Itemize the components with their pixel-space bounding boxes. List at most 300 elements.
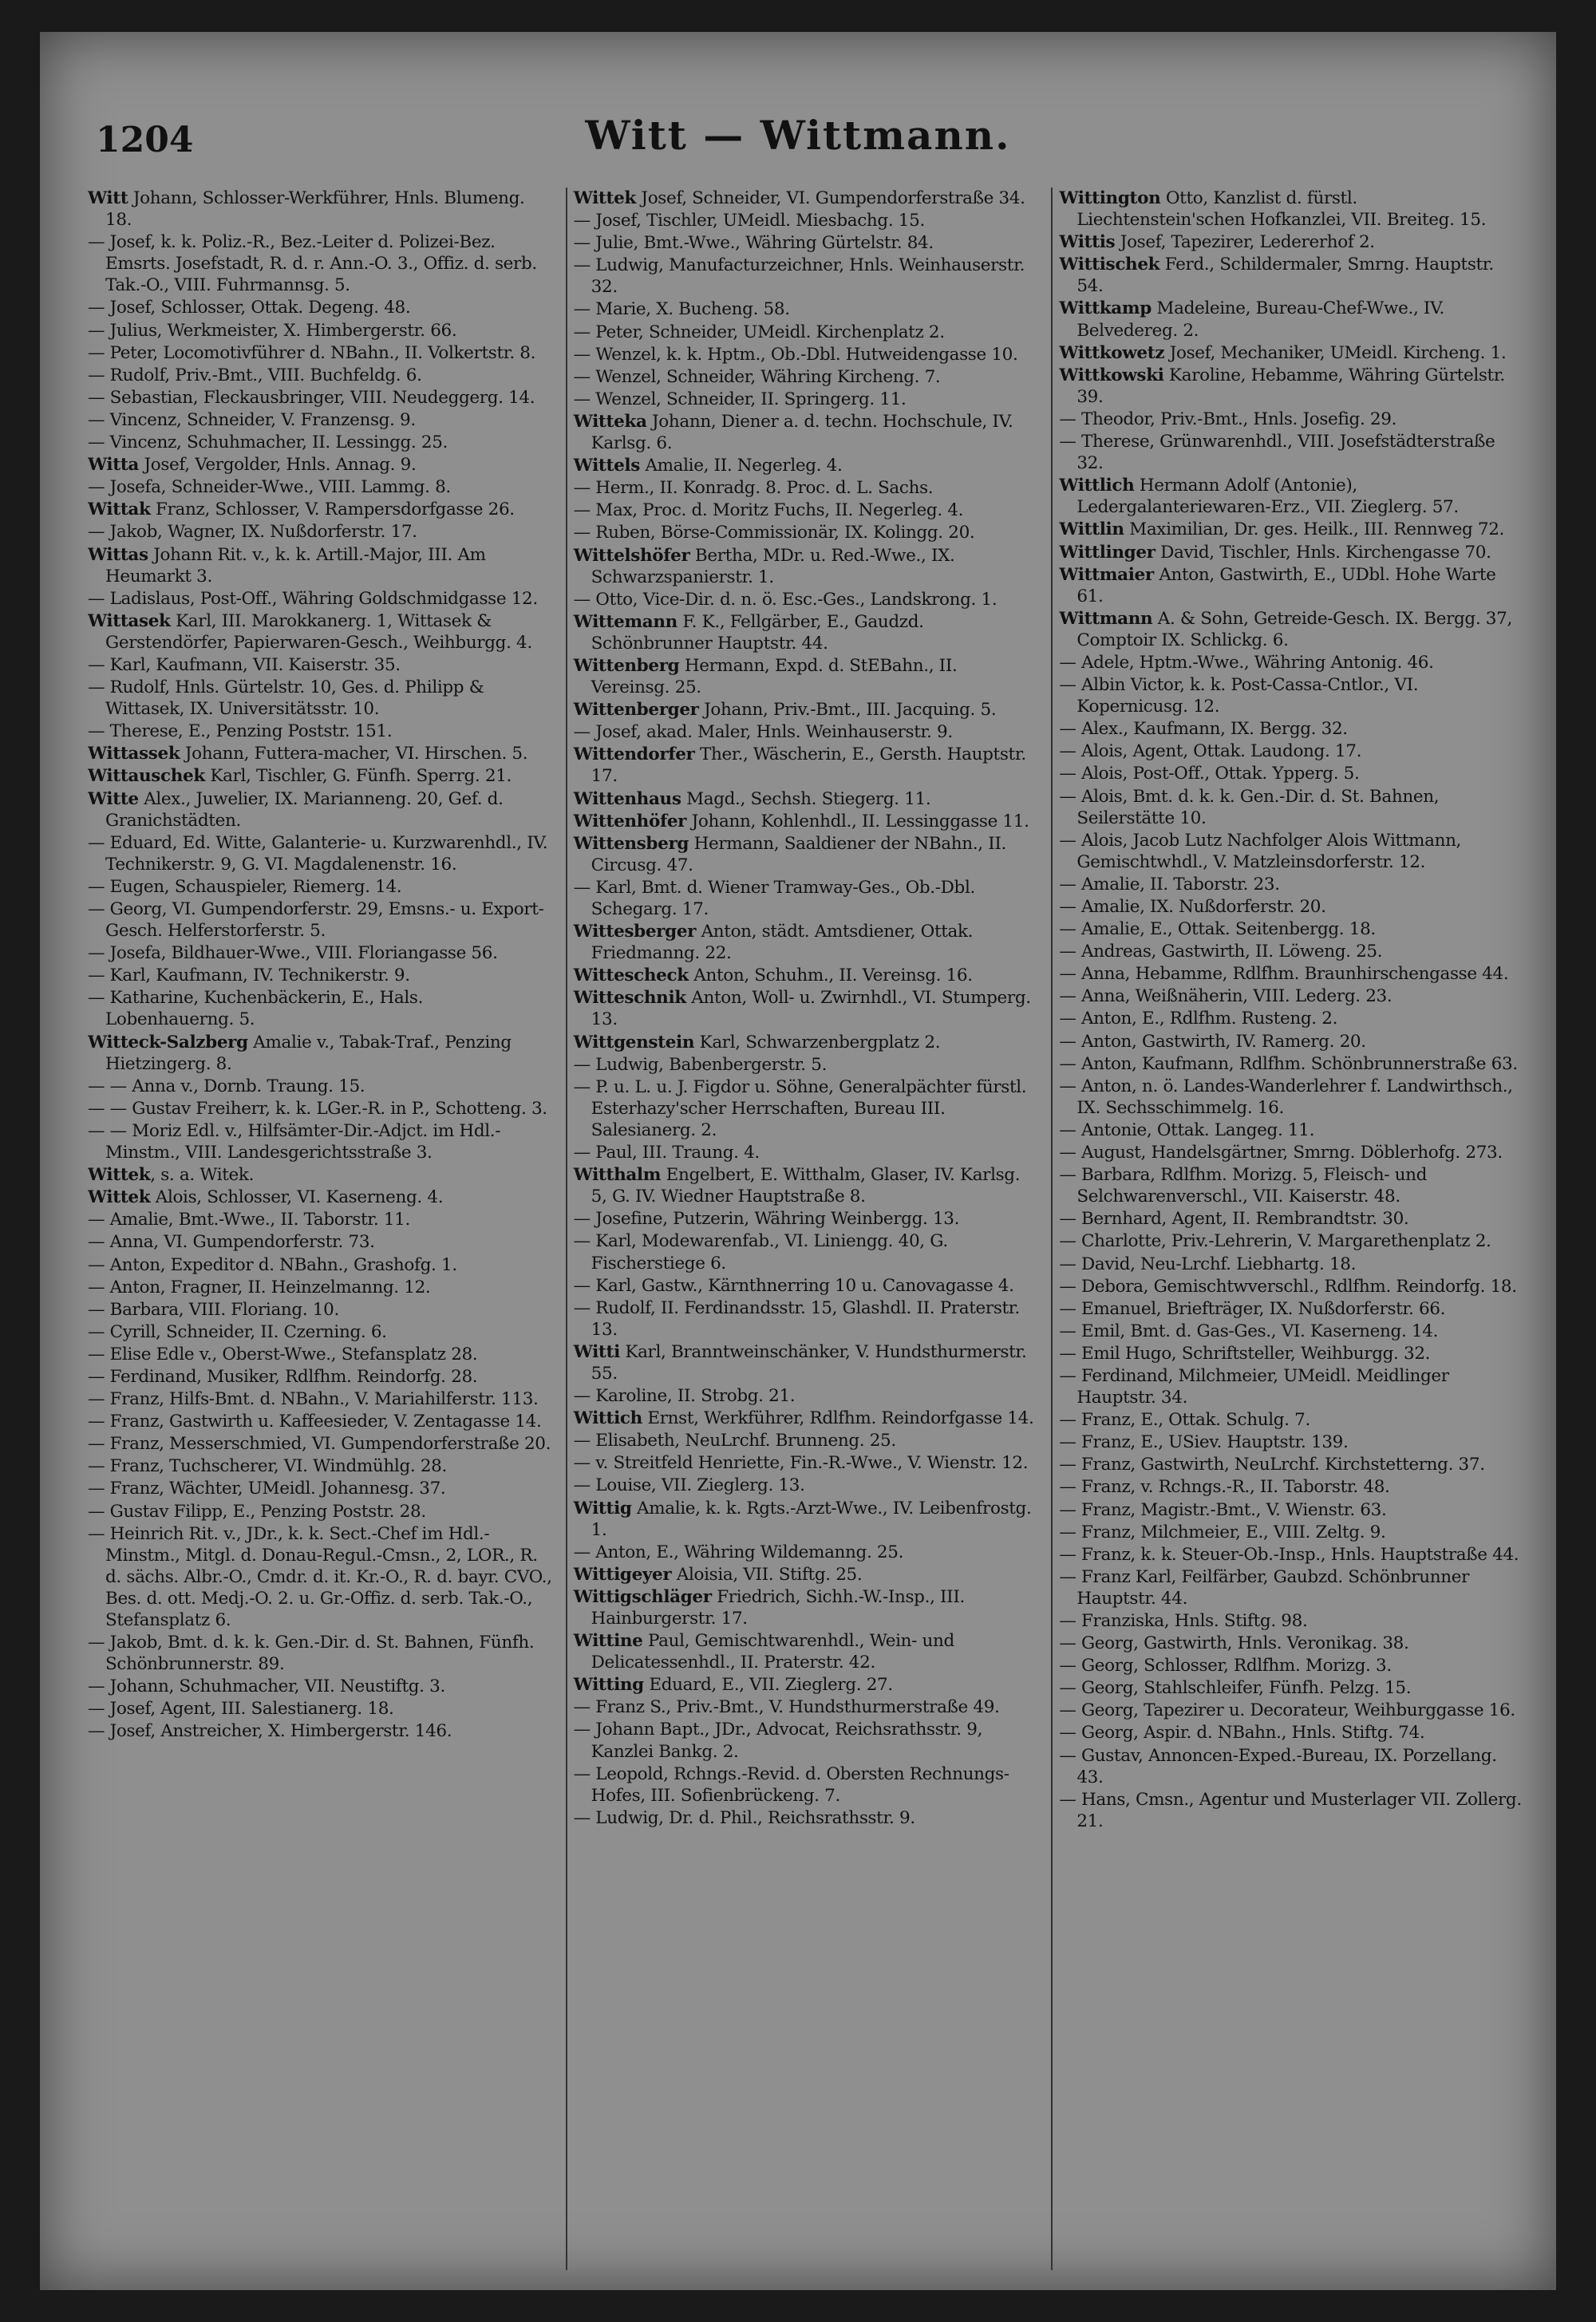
directory-entry	[88, 743, 553, 764]
directory-entry	[574, 455, 1039, 476]
entry-text: — Hans, Cmsn., Agentur und Musterlager VII. Zollerg. 21.	[1059, 1789, 1522, 1831]
directory-entry	[88, 231, 553, 296]
directory-entry	[574, 1054, 1039, 1076]
entry-surname: Wittas	[88, 544, 148, 565]
directory-entry	[574, 1696, 1039, 1718]
entry-surname: Wittelshöfer	[573, 545, 690, 566]
directory-entry	[1059, 564, 1524, 607]
entry-text: — Karl, Bmt. d. Wiener Tramway-Ges., Ob.-Dbl. Schegarg. 17.	[573, 877, 975, 919]
directory-entry	[1059, 1343, 1524, 1364]
entry-text: — Ludwig, Babenbergerstr. 5.	[573, 1054, 828, 1075]
entry-surname: Witte	[88, 788, 139, 809]
directory-entry	[88, 1209, 553, 1230]
directory-entry	[1059, 1142, 1524, 1163]
entry-text: — Vincenz, Schuhmacher, II. Lessingg. 25.	[88, 432, 448, 453]
directory-entry	[574, 611, 1039, 654]
entry-text: — Franz, E., USiev. Hauptstr. 139.	[1059, 1432, 1349, 1453]
entry-text: — Karl, Modewarenfab., VI. Liniengg. 40, G. Fischerstiege 6.	[573, 1231, 948, 1274]
entry-surname: Wittkowetz	[1059, 342, 1165, 363]
entry-text: — Adele, Hptm.-Wwe., Währing Antonig. 46.	[1059, 652, 1434, 673]
directory-entry	[1059, 188, 1524, 231]
entry-text: — Ferdinand, Milchmeier, UMeidl. Meidlinger Hauptstr. 34.	[1059, 1365, 1449, 1408]
entry-surname: Wittek	[88, 1165, 151, 1186]
directory-entry	[88, 1231, 553, 1253]
entry-surname: Wittasek	[88, 610, 171, 631]
directory-entry	[574, 298, 1039, 320]
entry-text: — v. Streitfeld Henriette, Fin.-R.-Wwe., V. Wienstr. 12.	[573, 1453, 1029, 1474]
entry-text: Madeleine, Bureau-Chef-Wwe., IV. Belvedereg. 2.	[1077, 298, 1444, 341]
entry-surname: Wittensberg	[573, 833, 689, 854]
directory-entry	[1059, 1633, 1524, 1654]
entry-text: — Alois, Post-Off., Ottak. Ypperg. 5.	[1059, 764, 1360, 784]
entry-text: Johann Rit. v., k. k. Artill.-Major, III. Am Heumarkt 3.	[105, 544, 486, 586]
entry-text: — Josefa, Bildhauer-Wwe., VIII. Floriangasse 56.	[88, 943, 498, 964]
entry-text: — Anton, Fragner, II. Heinzelmanng. 12.	[88, 1277, 431, 1297]
entry-text: — Herm., II. Konradg. 8. Proc. d. L. Sachs.	[573, 478, 934, 499]
entry-text: — Anton, Expeditor d. NBahn., Grashofg. 1.	[88, 1254, 457, 1275]
directory-entry	[574, 1164, 1039, 1207]
entry-text: — Therese, E., Penzing Poststr. 151.	[88, 721, 393, 742]
entry-text: Magd., Sechsh. Stiegerg. 11.	[681, 788, 931, 809]
directory-entry	[574, 1763, 1039, 1807]
directory-entry	[574, 721, 1039, 743]
directory-entry	[88, 1164, 553, 1186]
directory-entry	[88, 1032, 553, 1075]
entry-text: — Anton, E., Währing Wildemanng. 25.	[573, 1542, 904, 1562]
directory-entry	[574, 1385, 1039, 1407]
entry-text: — — Moriz Edl. v., Hilfsämter-Dir.-Adjct. im Hdl.-Minstm., VIII. Landesgerichtsstraße 3.	[88, 1120, 501, 1163]
directory-entry	[574, 1719, 1039, 1762]
entry-text: — Georg, Stahlschleifer, Fünfh. Pelzg. 15.	[1059, 1678, 1412, 1699]
entry-text: — Rudolf, Priv.-Bmt., VIII. Buchfeldg. 6.	[88, 365, 422, 385]
directory-entry	[574, 1542, 1039, 1563]
directory-entry	[88, 654, 553, 676]
directory-entry	[1059, 1677, 1524, 1699]
directory-entry	[1059, 1522, 1524, 1543]
entry-text: Amalie, II. Negerleg. 4.	[639, 456, 843, 476]
entry-text: — Wenzel, Schneider, II. Springerg. 11.	[573, 389, 907, 409]
directory-entry	[1059, 674, 1524, 717]
directory-entry	[574, 589, 1039, 610]
entry-text: — Franz Karl, Feilfärber, Gaubzd. Schönbrunner Hauptstr. 44.	[1059, 1566, 1469, 1609]
entry-surname: Wittendorfer	[573, 744, 695, 765]
entry-text: — Katharine, Kuchenbäckerin, E., Hals. Lobenhauerng. 5.	[88, 988, 424, 1030]
entry-surname: Wittesberger	[573, 922, 697, 942]
entry-text: — Elise Edle v., Oberst-Wwe., Stefansplatz 28.	[88, 1344, 478, 1364]
entry-surname: Wittak	[88, 500, 151, 520]
directory-entry	[88, 387, 553, 409]
directory-entry	[574, 232, 1039, 254]
entry-text: — Barbara, Rdlfhm. Morizg. 5, Fleisch- und Selchwarenverschl., VII. Kaiserstr. 48.	[1059, 1165, 1427, 1207]
entry-text: — Georg, Schlosser, Rdlfhm. Morizg. 3.	[1059, 1656, 1392, 1676]
entry-text: — Franz, k. k. Steuer-Ob.-Insp., Hnls. Hauptstraße 44.	[1059, 1544, 1519, 1565]
entry-text: — Anna, Hebamme, Rdlfhm. Braunhirschengasse 44.	[1059, 964, 1509, 985]
directory-entry	[1059, 231, 1524, 253]
directory-entry	[88, 409, 553, 431]
directory-entry	[574, 1408, 1039, 1429]
directory-entry	[574, 1674, 1039, 1696]
entry-text: — David, Neu-Lrchf. Liebhartg. 18.	[1059, 1254, 1357, 1274]
entry-text: Amalie v., Tabak-Traf., Penzing Hietzingerg. 8.	[105, 1032, 512, 1074]
entry-text: — Georg, VI. Gumpendorferstr. 29, Emsns.- u. Export-Gesch. Helferstorferstr. 5.	[88, 899, 544, 942]
directory-entry	[88, 454, 553, 476]
entry-text: — Anna, Weißnäherin, VIII. Lederg. 23.	[1059, 986, 1393, 1007]
directory-entry	[574, 210, 1039, 231]
directory-entry	[1059, 1031, 1524, 1052]
directory-entry	[88, 1501, 553, 1522]
entry-text: — Josef, Anstreicher, X. Himbergerstr. 146.	[88, 1721, 452, 1742]
directory-entry	[1059, 896, 1524, 918]
directory-entry	[574, 255, 1039, 298]
entry-text: — Louise, VII. Zieglerg. 13.	[573, 1475, 805, 1496]
entry-text: — Eugen, Schauspieler, Riemerg. 14.	[88, 876, 402, 897]
entry-text: — Charlotte, Priv.-Lehrerin, V. Margarethenplatz 2.	[1059, 1231, 1491, 1252]
entry-text: Johann, Diener a. d. techn. Hochschule, IV. Karlsg. 6.	[591, 411, 1013, 454]
directory-entry	[1059, 1076, 1524, 1119]
entry-text: — — Gustav Freiherr, k. k. LGer.-R. in P., Schotteng. 3.	[88, 1098, 547, 1119]
entry-text: — Franz, Gastwirth u. Kaffeesieder, V. Zentagasse 14.	[88, 1412, 542, 1432]
entry-surname: Wittischek	[1059, 255, 1160, 275]
directory-entry	[574, 1297, 1039, 1341]
entry-text: Aloisia, VII. Stiftg. 25.	[671, 1564, 863, 1585]
directory-entry	[574, 965, 1039, 986]
directory-entry	[1059, 1298, 1524, 1320]
entry-surname: Wittenberg	[573, 655, 680, 676]
entry-text: — Debora, Gemischtwverschl., Rdlfhm. Reindorfg. 18.	[1059, 1276, 1517, 1297]
entry-text: — Ludwig, Manufacturzeichner, Hnls. Weinhauserstr. 32.	[573, 255, 1025, 298]
directory-entry	[574, 1452, 1039, 1474]
entry-text: — Elisabeth, NeuLrchf. Brunneng. 25.	[573, 1431, 896, 1451]
entry-text: — Franz, Hilfs-Bmt. d. NBahn., V. Mariahilferstr. 113.	[88, 1389, 539, 1410]
directory-entry	[1059, 1008, 1524, 1029]
entry-text: Friedrich, Sichh.-W.-Insp., III. Hainburgerstr. 17.	[591, 1586, 965, 1629]
directory-entry	[88, 499, 553, 520]
directory-entry	[574, 655, 1039, 698]
column-3	[1051, 188, 1524, 2270]
entry-text: — Marie, X. Bucheng. 58.	[573, 299, 790, 320]
directory-entry	[88, 297, 553, 318]
directory-entry	[574, 833, 1039, 876]
directory-entry	[88, 1676, 553, 1697]
directory-entry	[88, 721, 553, 742]
directory-entry	[1059, 830, 1524, 873]
entry-text: — — Anna v., Dornb. Traung. 15.	[88, 1076, 365, 1096]
directory-entry	[88, 610, 553, 654]
entry-text: Franz, Schlosser, V. Rampersdorfgasse 26.	[150, 500, 515, 520]
directory-entry	[574, 500, 1039, 521]
entry-text: Johann, Schlosser-Werkführer, Hnls. Blumeng. 18.	[105, 188, 525, 231]
directory-entry	[574, 188, 1039, 209]
directory-entry	[574, 744, 1039, 787]
entry-surname: Wittenhöfer	[573, 811, 687, 831]
entry-text: — Wenzel, k. k. Hptm., Ob.-Dbl. Hutweidengasse 10.	[573, 344, 1018, 365]
entry-text: — Amalie, II. Taborstr. 23.	[1059, 874, 1280, 894]
entry-text: Karoline, Hebamme, Währing Gürtelstr. 39.	[1077, 365, 1505, 407]
directory-entry	[574, 1630, 1039, 1673]
entry-text: Karl, Tischler, G. Fünfh. Sperrg. 21.	[204, 766, 512, 787]
directory-entry	[88, 765, 553, 787]
entry-text: Alois, Schlosser, VI. Kaserneng. 4.	[150, 1187, 444, 1208]
entry-surname: Wittek	[88, 1187, 151, 1208]
entry-text: — Johann Bapt., JDr., Advocat, Reichsrathsstr. 9, Kanzlei Bankg. 2.	[573, 1720, 983, 1762]
directory-entry	[1059, 763, 1524, 784]
entry-surname: Witteka	[573, 411, 647, 432]
directory-entry	[1059, 409, 1524, 430]
entry-text: Maximilian, Dr. ges. Heilk., III. Rennweg 72.	[1124, 519, 1505, 540]
directory-entry	[88, 1455, 553, 1477]
entry-text: — Cyrill, Schneider, II. Czerning. 6.	[88, 1321, 387, 1342]
entry-text: — Amalie, E., Ottak. Seitenbergg. 18.	[1059, 919, 1376, 940]
entry-text: — Karoline, II. Strobg. 21.	[573, 1386, 796, 1407]
entry-text: — Otto, Vice-Dir. d. n. ö. Esc.-Ges., Landskrong. 1.	[573, 589, 998, 610]
directory-entry	[574, 389, 1039, 410]
directory-entry	[88, 1720, 553, 1742]
entry-text: — Sebastian, Fleckausbringer, VIII. Neudeggerg. 14.	[88, 387, 535, 408]
entry-text: — Rudolf, Hnls. Gürtelstr. 10, Ges. d. Philipp & Wittasek, IX. Universitätsstr. 10.	[88, 677, 484, 720]
entry-text: Bertha, MDr. u. Red.-Wwe., IX. Schwarzspanierstr. 1.	[591, 545, 955, 587]
directory-entry	[574, 1142, 1039, 1163]
directory-entry	[574, 1564, 1039, 1586]
entry-text: — Franz, Wächter, UMeidl. Johannesg. 37.	[88, 1479, 446, 1499]
directory-entry	[574, 366, 1039, 388]
entry-text: Paul, Gemischtwarenhdl., Wein- und Delicatessenhdl., II. Praterstr. 42.	[591, 1631, 954, 1673]
directory-entry	[574, 877, 1039, 920]
entry-text: Hermann, Expd. d. StEBahn., II. Vereinsg. 25.	[591, 655, 958, 698]
directory-entry	[1059, 1789, 1524, 1832]
directory-entry	[88, 1254, 553, 1276]
entry-text: — Andreas, Gastwirth, II. Löweng. 25.	[1059, 942, 1383, 962]
directory-entry	[1059, 985, 1524, 1007]
entry-surname: Wittmaier	[1059, 564, 1154, 585]
directory-entry	[1059, 254, 1524, 297]
entry-text: — Josef, k. k. Poliz.-R., Bez.-Leiter d. Polizei-Bez. Emsrts. Josefstadt, R. d. r. Ann.-O. 3., Offiz. d. serb. Tak.-O., VIII. Fuhrmannsg. 5.	[88, 232, 537, 296]
directory-entry	[88, 365, 553, 386]
directory-entry	[88, 1632, 553, 1675]
entry-text: — Josefa, Schneider-Wwe., VIII. Lammg. 8.	[88, 477, 451, 498]
directory-entry	[1059, 1476, 1524, 1498]
entry-surname: Wittemann	[573, 611, 678, 632]
directory-entry	[1059, 1722, 1524, 1743]
directory-entry	[574, 1498, 1039, 1541]
directory-entry	[1059, 1409, 1524, 1431]
entry-text: — Peter, Schneider, UMeidl. Kirchenplatz 2.	[573, 322, 945, 342]
entry-text: — Franz, Magistr.-Bmt., V. Wienstr. 63.	[1059, 1499, 1387, 1520]
entry-text: — Josef, Schlosser, Ottak. Degeng. 48.	[88, 298, 411, 318]
directory-entry	[574, 411, 1039, 454]
entry-surname: Wittis	[1059, 232, 1116, 253]
entry-text: Hermann Adolf (Antonie), Ledergalanteriewaren-Erz., VII. Zieglerg. 57.	[1077, 476, 1459, 518]
directory-entry	[88, 965, 553, 986]
entry-text: Karl, Branntweinschänker, V. Hundsthurmerstr. 55.	[591, 1341, 1027, 1384]
directory-entry	[574, 1032, 1039, 1053]
entry-text: David, Tischler, Hnls. Kirchengasse 70.	[1155, 542, 1491, 563]
entry-text: — Amalie, IX. Nußdorferstr. 20.	[1059, 897, 1326, 917]
entry-surname: Wittich	[573, 1408, 642, 1429]
directory-entry	[88, 342, 553, 364]
directory-entry	[88, 1120, 553, 1163]
entry-text: Anton, Schuhm., II. Vereinsg. 16.	[688, 966, 973, 986]
entry-text: Anton, städt. Amtsdiener, Ottak. Friedmanng. 22.	[591, 922, 974, 964]
directory-entry	[88, 476, 553, 498]
directory-entry	[1059, 1499, 1524, 1521]
entry-text: Johann, Priv.-Bmt., III. Jacquing. 5.	[698, 700, 997, 721]
directory-entry	[88, 188, 553, 231]
entry-text: — Rudolf, II. Ferdinandsstr. 15, Glashdl. II. Praterstr. 13.	[573, 1297, 1020, 1340]
entry-surname: Witthalm	[573, 1165, 662, 1186]
entry-text: — Heinrich Rit. v., JDr., k. k. Sect.-Chef im Hdl.-Minstm., Mitgl. d. Donau-Regul.-Cmsn., 2, LOR., R. d. sächs. Albr.-O., Cmdr. d. it. Kr.-O., R. d. bayr. CVO., Bes. d. ott. Medj.-O. 2. u. Gr.-Offiz. d. serb. Tak.-O., Stefansplatz 6.	[88, 1523, 552, 1630]
directory-entry	[574, 1275, 1039, 1297]
entry-text: F. K., Fellgärber, E., Gaudzd. Schönbrunner Hauptstr. 44.	[591, 611, 924, 654]
directory-entry	[1059, 1544, 1524, 1566]
entry-text: — Antonie, Ottak. Langeg. 11.	[1059, 1120, 1315, 1140]
entry-surname: Witta	[88, 455, 139, 476]
directory-entry	[88, 432, 553, 453]
entry-text: — Anton, n. ö. Landes-Wanderlehrer f. Landwirthsch., IX. Sechsschimmelg. 16.	[1059, 1076, 1513, 1118]
entry-text: Josef, Schneider, VI. Gumpendorferstraße 34.	[635, 188, 1025, 208]
entry-text: — Josef, Agent, III. Salestianerg. 18.	[88, 1699, 394, 1720]
directory-entry	[1059, 1566, 1524, 1609]
entry-text: — Franziska, Hnls. Stiftg. 98.	[1059, 1611, 1308, 1631]
entry-text: — Alois, Jacob Lutz Nachfolger Alois Wittmann, Gemischtwhdl., V. Matzleinsdorferstr. 12.	[1059, 830, 1462, 872]
directory-entry	[1059, 519, 1524, 540]
entry-text: — Franz, Gastwirth, NeuLrchf. Kirchstetterng. 37.	[1059, 1455, 1485, 1475]
directory-entry	[1059, 786, 1524, 829]
entry-surname: Wittlinger	[1059, 542, 1156, 563]
directory-entry	[88, 320, 553, 342]
directory-entry	[1059, 652, 1524, 673]
directory-entry	[1059, 608, 1524, 651]
directory-entry	[1059, 542, 1524, 563]
entry-text: — Anton, E., Rdlfhm. Rusteng. 2.	[1059, 1009, 1338, 1029]
directory-entry	[88, 1478, 553, 1499]
entry-text: — Max, Proc. d. Moritz Fuchs, II. Negerleg. 4.	[573, 500, 964, 521]
entry-text: — Theodor, Priv.-Bmt., Hnls. Josefig. 29.	[1059, 409, 1397, 429]
directory-entry	[574, 477, 1039, 499]
directory-entry	[1059, 365, 1524, 408]
directory-entry	[88, 987, 553, 1030]
entry-text: — Jakob, Wagner, IX. Nußdorferstr. 17.	[88, 522, 417, 543]
entry-text: — Amalie, Bmt.-Wwe., II. Taborstr. 11.	[88, 1210, 410, 1230]
entry-surname: Witteschnik	[573, 988, 686, 1009]
entry-text: — Alex., Kaufmann, IX. Bergg. 32.	[1059, 719, 1348, 740]
entry-text: Karl, III. Marokkanerg. 1, Wittasek & Gerstendörfer, Papierwaren-Gesch., Weihburgg. 4.	[105, 610, 532, 653]
directory-entry	[1059, 941, 1524, 962]
entry-text: — Ladislaus, Post-Off., Währing Goldschmidgasse 12.	[88, 588, 538, 609]
entry-text: — P. u. L. u. J. Figdor u. Söhne, Generalpächter fürstl. Esterhazy'scher Herrschaften, Bureau III. Salesianerg. 2.	[573, 1076, 1027, 1140]
entry-surname: Wittmann	[1059, 608, 1153, 629]
directory-entry	[88, 1098, 553, 1120]
entry-text: — Karl, Kaufmann, VII. Kaiserstr. 35.	[88, 654, 401, 675]
directory-entry	[1059, 1432, 1524, 1453]
entry-text: Otto, Kanzlist d. fürstl. Liechtenstein'schen Hofkanzlei, VII. Breiteg. 15.	[1077, 188, 1487, 231]
entry-text: — Ruben, Börse-Commissionär, IX. Kolingg. 20.	[573, 523, 975, 543]
directory-entry	[1059, 1610, 1524, 1632]
entry-surname: Witt	[88, 188, 128, 208]
directory-entry	[1059, 874, 1524, 895]
directory-entry	[88, 1698, 553, 1720]
entry-text: Ferd., Schildermaler, Smrng. Hauptstr. 54.	[1077, 255, 1494, 297]
entry-text: Hermann, Saaldiener der NBahn., II. Circusg. 47.	[591, 833, 1006, 875]
directory-entry	[1059, 963, 1524, 985]
directory-entry	[88, 1433, 553, 1455]
entry-text: Josef, Mechaniker, UMeidl. Kircheng. 1.	[1164, 342, 1507, 363]
directory-entry	[574, 1208, 1039, 1230]
entry-text: — Karl, Gastw., Kärnthnerring 10 u. Canovagasse 4.	[573, 1275, 1014, 1296]
entry-text: — Julie, Bmt.-Wwe., Währing Gürtelstr. 84.	[573, 233, 934, 254]
directory-entry	[574, 1430, 1039, 1451]
entry-text: A. & Sohn, Getreide-Gesch. IX. Bergg. 37, Comptoir IX. Schlickg. 6.	[1077, 608, 1512, 650]
directory-entry	[574, 1341, 1039, 1384]
directory-entry	[574, 1807, 1039, 1829]
directory-entry	[88, 876, 553, 898]
directory-entry	[574, 811, 1039, 832]
entry-text: Anton, Gastwirth, E., UDbl. Hohe Warte 61.	[1077, 564, 1496, 606]
entry-text: — Paul, III. Traung. 4.	[573, 1143, 760, 1163]
entry-text: — Josef, akad. Maler, Hnls. Weinhauserstr. 9.	[573, 722, 953, 743]
directory-entry	[1059, 1164, 1524, 1207]
entry-text: — Georg, Gastwirth, Hnls. Veronikag. 38.	[1059, 1633, 1409, 1654]
directory-entry	[88, 1411, 553, 1432]
entry-text: — Josef, Tischler, UMeidl. Miesbachg. 15.	[573, 211, 925, 231]
entry-text: — Georg, Tapezirer u. Decorateur, Weihburggasse 16.	[1059, 1700, 1515, 1721]
directory-entry	[574, 921, 1039, 964]
directory-entry	[1059, 1276, 1524, 1297]
entry-surname: Wittlich	[1059, 476, 1135, 496]
entry-text: — Karl, Kaufmann, IV. Technikerstr. 9.	[88, 966, 410, 986]
entry-surname: Wittels	[573, 456, 640, 476]
directory-entry	[574, 788, 1039, 810]
entry-text: — Ludwig, Dr. d. Phil., Reichsrathsstr. 9.	[573, 1807, 915, 1828]
directory-entry	[88, 521, 553, 543]
page-header	[40, 112, 1556, 184]
entry-text: Engelbert, E. Witthalm, Glaser, IV. Karlsg. 5, G. IV. Wiedner Hauptstraße 8.	[591, 1165, 1021, 1207]
entry-text: — Josefine, Putzerin, Währing Weinbergg. 13.	[573, 1209, 960, 1230]
directory-entry	[88, 832, 553, 875]
directory-entry	[1059, 1208, 1524, 1230]
directory-entry	[574, 1475, 1039, 1496]
entry-text: — Anna, VI. Gumpendorferstr. 73.	[88, 1232, 375, 1253]
entry-surname: Wittig	[573, 1498, 632, 1518]
entry-text: — Peter, Locomotivführer d. NBahn., II. Volkertstr. 8.	[88, 342, 536, 363]
entry-text: — Franz, Messerschmied, VI. Gumpendorferstraße 20.	[88, 1434, 551, 1455]
column-1	[88, 188, 553, 2270]
directory-entry	[1059, 1053, 1524, 1075]
entry-surname: Wittgenstein	[573, 1032, 695, 1052]
entry-text: Josef, Tapezirer, Ledererhof 2.	[1115, 232, 1375, 253]
entry-text: — Franz, Milchmeier, E., VIII. Zeltg. 9.	[1059, 1522, 1386, 1542]
running-head: Witt — Wittmann.	[585, 112, 1011, 159]
entry-surname: Wittington	[1059, 188, 1161, 208]
directory-entry	[88, 1277, 553, 1298]
entry-text: — Emanuel, Briefträger, IX. Nußdorferstr. 66.	[1059, 1298, 1446, 1319]
directory-entry	[88, 1076, 553, 1097]
entry-surname: Wittauschek	[88, 766, 205, 787]
directory-entry	[1059, 740, 1524, 762]
directory-entry	[88, 1344, 553, 1365]
entry-text: — Wenzel, Schneider, Währing Kircheng. 7.	[573, 366, 941, 387]
entry-text: — Franz, v. Rchngs.-R., II. Taborstr. 48.	[1059, 1477, 1390, 1498]
entry-surname: Witteck-Salzberg	[88, 1032, 248, 1052]
entry-text: — Franz, E., Ottak. Schulg. 7.	[1059, 1410, 1310, 1431]
entry-text: — Alois, Agent, Ottak. Laudong. 17.	[1059, 741, 1362, 762]
entry-surname: Wittenhaus	[573, 788, 681, 809]
entry-text: , s. a. Witek.	[150, 1165, 255, 1186]
directory-entry	[88, 588, 553, 610]
directory-page	[40, 32, 1556, 2290]
directory-entry	[1059, 1120, 1524, 1141]
entry-text: Amalie, k. k. Rgts.-Arzt-Wwe., IV. Leibenfrostg. 1.	[591, 1498, 1032, 1540]
entry-text: Ther., Wäscherin, E., Gersth. Hauptstr. 17.	[591, 744, 1026, 787]
